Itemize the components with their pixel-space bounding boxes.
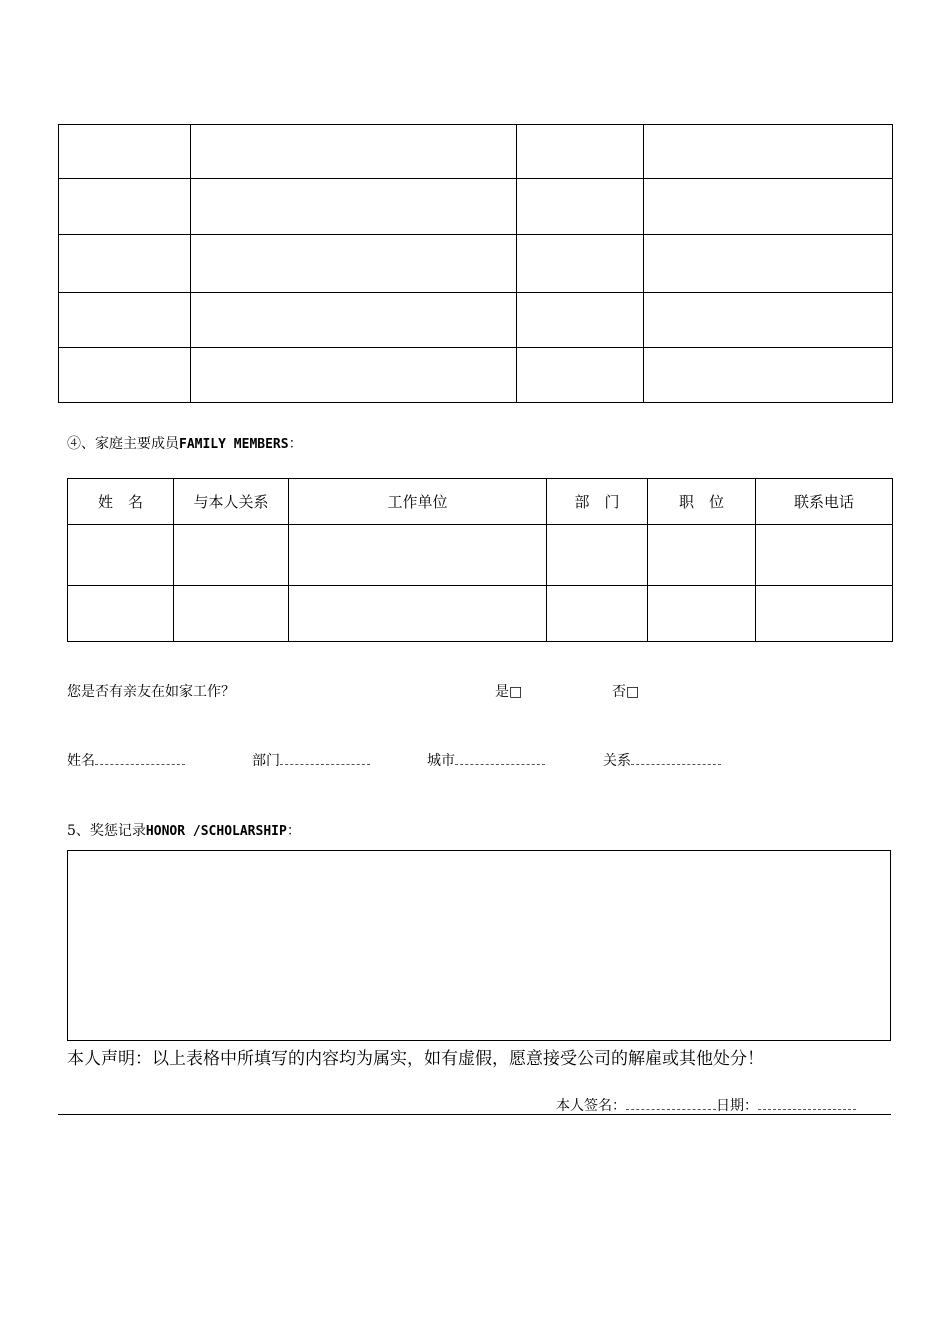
column-header-relation: 与本人关系 bbox=[174, 479, 289, 525]
table-cell[interactable] bbox=[59, 179, 191, 235]
table-cell[interactable] bbox=[644, 125, 893, 179]
table-cell[interactable] bbox=[648, 525, 756, 586]
table-cell[interactable] bbox=[756, 586, 893, 642]
table-cell[interactable] bbox=[191, 293, 517, 348]
table-cell[interactable] bbox=[547, 525, 648, 586]
table-cell[interactable] bbox=[644, 179, 893, 235]
honor-scholarship-box[interactable] bbox=[67, 850, 891, 1041]
relative-name-field[interactable] bbox=[67, 750, 185, 770]
relative-relation-label: 关系 bbox=[603, 753, 631, 769]
no-checkbox[interactable]: 否□ bbox=[612, 684, 640, 700]
column-header-phone: 联系电话 bbox=[756, 479, 893, 525]
bottom-divider bbox=[58, 1114, 891, 1115]
table-cell[interactable] bbox=[191, 125, 517, 179]
table-cell[interactable] bbox=[644, 348, 893, 403]
table-cell[interactable] bbox=[191, 348, 517, 403]
column-header-department: 部 门 bbox=[547, 479, 648, 525]
table-cell[interactable] bbox=[644, 293, 893, 348]
relative-department-label: 部门 bbox=[252, 753, 280, 769]
relative-name-blank[interactable] bbox=[95, 760, 185, 765]
family-heading-text: ④、家庭主要成员 bbox=[67, 436, 179, 452]
table-cell[interactable] bbox=[289, 525, 547, 586]
relative-city-field[interactable] bbox=[427, 750, 545, 770]
table-cell[interactable] bbox=[756, 525, 893, 586]
previous-section-table bbox=[58, 124, 893, 403]
declaration-text: 本人声明：以上表格中所填写的内容均为属实，如有虚假，愿意接受公司的解雇或其他处分！ bbox=[67, 1049, 764, 1069]
yes-checkbox[interactable]: 是□ bbox=[495, 684, 523, 700]
table-cell[interactable] bbox=[517, 125, 644, 179]
table-cell[interactable] bbox=[648, 586, 756, 642]
table-cell[interactable] bbox=[644, 235, 893, 293]
table-cell[interactable] bbox=[517, 293, 644, 348]
signature-row bbox=[556, 1095, 856, 1115]
relative-department-blank[interactable] bbox=[280, 760, 370, 765]
signature-label: 本人签名： bbox=[556, 1098, 626, 1114]
honor-heading bbox=[67, 820, 301, 840]
date-label: 日期： bbox=[716, 1098, 758, 1114]
table-cell[interactable] bbox=[517, 348, 644, 403]
family-members-heading bbox=[67, 433, 303, 453]
column-header-position: 职 位 bbox=[648, 479, 756, 525]
column-header-name: 姓 名 bbox=[68, 479, 174, 525]
table-cell[interactable] bbox=[517, 179, 644, 235]
relative-city-label: 城市 bbox=[427, 753, 455, 769]
family-heading-colon: ： bbox=[288, 436, 303, 452]
honor-heading-text: 5、奖惩记录 bbox=[67, 823, 146, 839]
table-cell[interactable] bbox=[174, 525, 289, 586]
honor-heading-colon: ： bbox=[286, 823, 301, 839]
relative-department-field[interactable] bbox=[252, 750, 370, 770]
table-cell[interactable] bbox=[547, 586, 648, 642]
table-cell[interactable] bbox=[59, 293, 191, 348]
table-cell[interactable] bbox=[191, 179, 517, 235]
table-cell[interactable] bbox=[517, 235, 644, 293]
relative-relation-field[interactable] bbox=[603, 750, 721, 770]
relatives-question: 您是否有亲友在如家工作？ bbox=[67, 684, 235, 700]
table-row bbox=[68, 525, 893, 586]
relative-name-label: 姓名 bbox=[67, 753, 95, 769]
relative-relation-blank[interactable] bbox=[631, 760, 721, 765]
table-cell[interactable] bbox=[289, 586, 547, 642]
family-heading-en: FAMILY MEMBERS bbox=[179, 437, 289, 452]
table-cell[interactable] bbox=[59, 125, 191, 179]
table-cell[interactable] bbox=[68, 586, 174, 642]
table-cell[interactable] bbox=[68, 525, 174, 586]
family-members-table bbox=[67, 478, 893, 642]
column-header-employer: 工作单位 bbox=[289, 479, 547, 525]
date-blank[interactable] bbox=[758, 1105, 856, 1110]
table-header-row bbox=[68, 479, 893, 525]
table-cell[interactable] bbox=[191, 235, 517, 293]
table-cell[interactable] bbox=[174, 586, 289, 642]
table-cell[interactable] bbox=[59, 235, 191, 293]
signature-blank[interactable] bbox=[626, 1105, 716, 1110]
relative-city-blank[interactable] bbox=[455, 760, 545, 765]
table-row bbox=[68, 586, 893, 642]
honor-heading-en: HONOR /SCHOLARSHIP bbox=[145, 824, 287, 839]
table-cell[interactable] bbox=[59, 348, 191, 403]
